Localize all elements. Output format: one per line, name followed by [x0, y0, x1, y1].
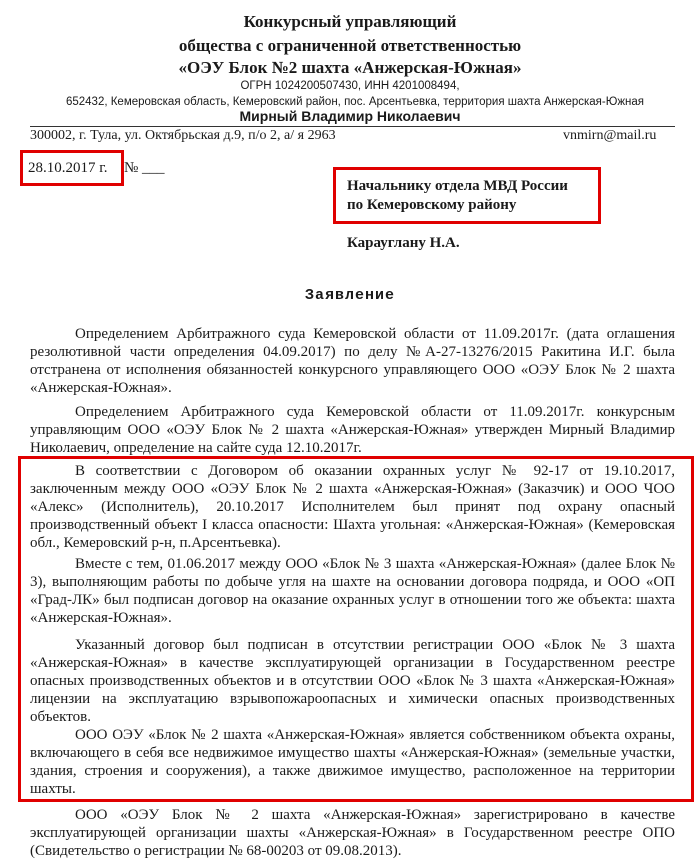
document-number: № ___: [124, 160, 165, 176]
header-line-3: «ОЭУ Блок №2 шахта «Анжерская-Южная»: [178, 58, 522, 77]
recipient-name: Карауглану Н.А.: [347, 235, 460, 251]
header-line-2: общества с ограниченной ответственностью: [178, 36, 522, 55]
paragraph-6: ООО ОЭУ «Блок № 2 шахта «Анжерская-Южная» является собственником объекта охраны, включающего в себя все недвижимое имущество шахты «Анжерская-Южная» (земельные участки, здания, строения и сооружения), а также движимое имущество, расположенное на территории шахты.: [30, 727, 675, 797]
header-ogrn: ОГРН 1024200507430, ИНН 4201008494,: [240, 80, 460, 92]
header-divider: [30, 126, 675, 127]
paragraph-2: Определением Арбитражного суда Кемеровской области от 11.09.2017г. конкурсным управляющим ООО «ОЭУ Блок № 2 шахта «Анжерская-Южная» утвержден Мирный Владимир Николаевич, определение на сайте суда 12.10.2017г.: [30, 404, 675, 456]
document-date: 28.10.2017 г.: [28, 160, 108, 176]
recipient-line-1: Начальнику отдела МВД России: [347, 178, 568, 194]
paragraph-5: Указанный договор был подписан в отсутствии регистрации ООО «Блок № 3 шахта «Анжерская-Южная» в качестве эксплуатирующей организации в Государственном реестре опасных производственных объектов и в отсутствии ООО «Блок № 3 шахта «Анжерская-Южная» лицензии на эксплуатацию взрывопожароопасных и химически опасных производственных объектов.: [30, 637, 675, 725]
recipient-line-2: по Кемеровскому району: [347, 197, 517, 213]
header-address: 652432, Кемеровская область, Кемеровский район, пос. Арсентьевка, территория шахта Анжерская-Южная: [65, 96, 645, 108]
manager-name: Мирный Владимир Николаевич: [239, 108, 461, 124]
recipient-highlight-box: [333, 167, 601, 224]
paragraph-1: Определением Арбитражного суда Кемеровской области от 11.09.2017г. (дата оглашения резолютивной части определения 04.09.2017) по делу №А-27-13276/2015 Ракитина И.Г. была отстранена от исполнения обязанностей конкурсного управляющего ООО «ОЭУ Блок № 2 шахта «Анжерская-Южная».: [30, 326, 675, 396]
paragraph-4: Вместе с тем, 01.06.2017 между ООО «Блок № 3 шахта «Анжерская-Южная» (далее Блок № 3), выполняющим работы по добыче угля на шахте на основании договора подряда, и ООО «ОП «Град-ЛК» был подписан договор на оказание охранных услуг в отношении того же объекта: шахта «Анжерская-Южная».: [30, 556, 675, 626]
paragraph-3: В соответствии с Договором об оказании охранных услуг № 92-17 от 19.10.2017, заключенным между ООО «ОЭУ Блок № 2 шахта «Анжерская-Южная» (Заказчик) и ООО ЧОО «Алекс» (Исполнитель), 20.10.2017 Исполнителем был принят под охрану опасный производственный объект I класса опасности: Шахта угольная: «Анжерская-Южная» (Кемеровская обл., Кемеровский р-н, п.Арсентьевка).: [30, 463, 675, 551]
manager-address: 300002, г. Тула, ул. Октябрьская д.9, п/о 2, а/ я 2963: [30, 128, 336, 143]
document-title: Заявление: [304, 287, 395, 304]
manager-email[interactable]: vnmirn@mail.ru: [563, 128, 657, 143]
header-line-1: Конкурсный управляющий: [243, 12, 457, 31]
paragraph-7: ООО «ОЭУ Блок № 2 шахта «Анжерская-Южная» зарегистрировано в качестве эксплуатирующей организации шахты «Анжерская-Южная» в Государственном реестре ОПО (Свидетельство о регистрации № 68-00203 от 09.08.2013).: [30, 807, 675, 859]
